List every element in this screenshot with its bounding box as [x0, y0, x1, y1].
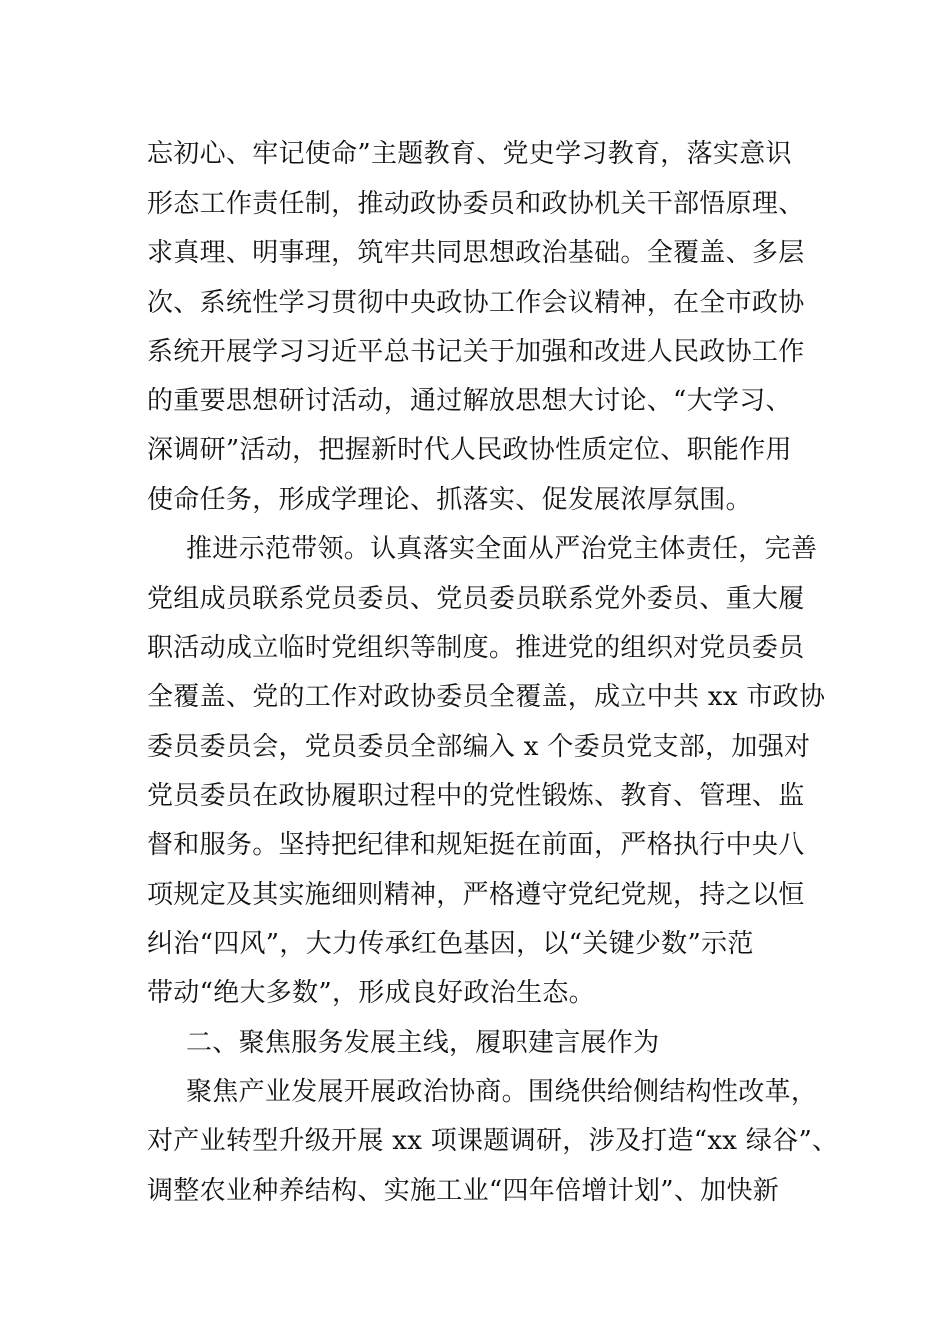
text-line: 党员委员在政协履职过程中的党性锻炼、教育、管理、监 [147, 781, 805, 811]
text-line: 忘初心、牢记使命”主题教育、党史学习教育，落实意识 [147, 139, 792, 169]
text-line: 求真理、明事理，筑牢共同思想政治基础。全覆盖、多层 [147, 238, 805, 268]
text-line: 形态工作责任制，推动政协委员和政协机关干部悟原理、 [147, 189, 805, 219]
text-line: 使命任务，形成学理论、抓落实、促发展浓厚氛围。 [147, 485, 752, 515]
text-line: 委员委员会，党员委员全部编入 x 个委员党支部，加强对 [147, 732, 811, 762]
text-line: 项规定及其实施细则精神，严格遵守党纪党规，持之以恒 [147, 880, 805, 910]
paragraph-heading-line: 聚焦产业发展开展政治协商。围绕供给侧结构性改革， [186, 1077, 818, 1107]
text-line: 系统开展学习习近平总书记关于加强和改进人民政协工作 [147, 337, 805, 367]
text-line: 对产业转型升级开展 xx 项课题调研，涉及打造“xx 绿谷”、 [147, 1126, 839, 1156]
text-line: 全覆盖、党的工作对政协委员全覆盖，成立中共 xx 市政协 [147, 682, 826, 712]
text-line: 深调研”活动，把握新时代人民政协性质定位、职能作用 [147, 435, 792, 465]
text-line: 调整农业种养结构、实施工业“四年倍增计划”、加快新 [147, 1176, 780, 1206]
paragraph-heading-line: 推进示范带领。认真落实全面从严治党主体责任，完善 [186, 534, 818, 564]
text-line: 职活动成立临时党组织等制度。推进党的组织对党员委员 [147, 633, 805, 663]
text-line: 次、系统性学习贯彻中央政协工作会议精神，在全市政协 [147, 288, 805, 318]
section-heading: 二、聚焦服务发展主线，履职建言展作为 [186, 1028, 660, 1058]
text-line: 纠治“四风”，大力传承红色基因，以“关键少数”示范 [147, 929, 754, 959]
text-line: 带动“绝大多数”，形成良好政治生态。 [147, 978, 595, 1008]
text-line: 的重要思想研讨活动，通过解放思想大讨论、“大学习、 [147, 386, 792, 416]
text-line: 督和服务。坚持把纪律和规矩挺在前面，严格执行中央八 [147, 830, 805, 860]
text-line: 党组成员联系党员委员、党员委员联系党外委员、重大履 [147, 584, 805, 614]
